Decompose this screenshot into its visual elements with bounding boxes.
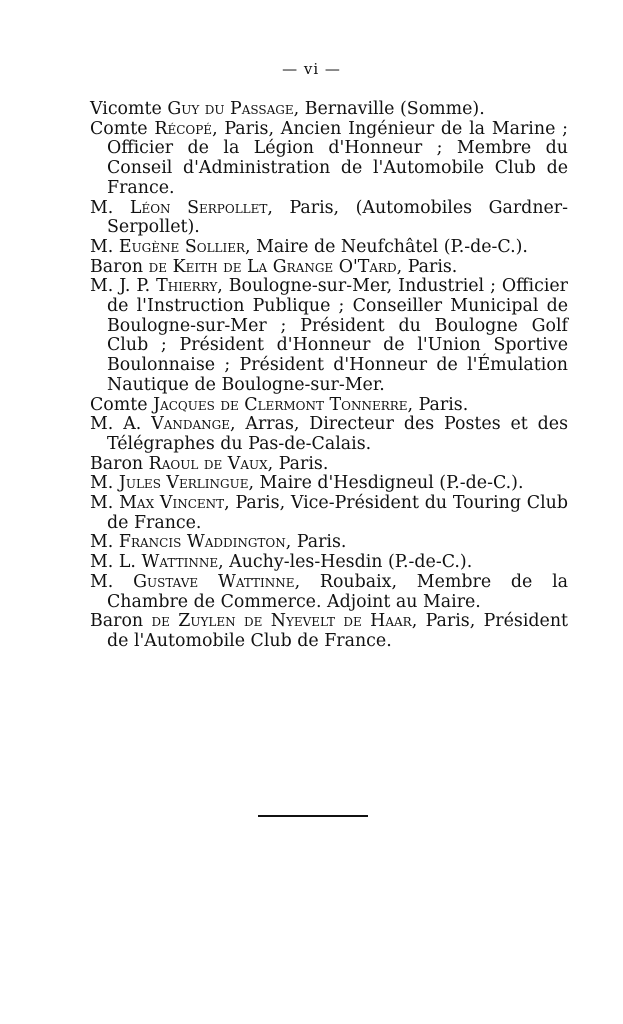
entry-name: Raoul de Vaux — [148, 453, 268, 474]
list-item — [90, 199, 568, 238]
entry-details: , Bernaville (Somme). — [293, 99, 485, 119]
entry-details: , Paris. — [407, 394, 469, 415]
list-item — [90, 258, 568, 278]
entry-details: , Paris. — [396, 256, 458, 277]
entry-details: , Arras, Directeur des Postes et des Télégraphes du Pas-de-Calais. — [107, 414, 569, 454]
list-item — [90, 474, 568, 494]
entry-title: Comte — [90, 394, 148, 415]
list-item — [90, 396, 568, 416]
entry-name: Vandange — [151, 414, 231, 435]
list-item — [90, 100, 568, 120]
entry-title: M. — [90, 473, 114, 494]
entry-title: Vicomte — [90, 99, 162, 119]
entry-details: , Paris, Président de l'Automobile Club de France. — [107, 611, 569, 651]
entry-title: M. — [90, 236, 114, 257]
entry-details: , Paris. — [285, 532, 347, 553]
entry-name: Eugène Sollier — [118, 236, 246, 257]
list-item — [90, 455, 568, 475]
entry-name: Francis Waddington — [118, 532, 286, 553]
list-item — [90, 612, 568, 651]
entry-details: , Roubaix, Membre de la Chambre de Commerce. Adjoint au Maire. — [107, 571, 568, 612]
entry-name: de Keith de La Grange O'Tard — [148, 256, 397, 277]
entry-details: , Auchy-les-Hesdin (P.-de-C.). — [218, 552, 473, 573]
entry-name: Jules Verlingue — [118, 473, 249, 494]
member-list — [90, 100, 568, 652]
list-item — [90, 573, 568, 612]
entry-title: Baron — [90, 611, 144, 632]
entry-title: Baron — [90, 453, 144, 474]
entry-title: Comte — [90, 118, 148, 139]
entry-name: Wattinne — [141, 552, 219, 573]
entry-name: de Zuylen de Nyevelt de Haar — [151, 611, 412, 632]
entry-name: Thierry — [156, 276, 218, 297]
list-item — [90, 120, 568, 199]
entry-title: Baron — [90, 256, 144, 277]
list-item — [90, 533, 568, 553]
list-item — [90, 238, 568, 258]
entry-name: Léon Serpollet — [129, 197, 268, 218]
entry-title: M. A. — [90, 414, 142, 435]
list-item — [90, 494, 568, 533]
entry-name: Max Vincent — [119, 493, 225, 514]
entry-details: , Maire d'Hesdigneul (P.-de-C.). — [248, 473, 524, 494]
entry-details: , Boulogne-sur-Mer, Industriel ; Officier de l'Instruction Publique ; Conseiller Municipal de Boulogne-sur-Mer ; Président du Boulogne Golf Club ; Président d'Honneur de l'Union Sportive Boulonnaise ; Président d'Honneur de l'Émulation Nautique de Boulogne-sur-Mer. — [107, 276, 568, 395]
entry-title: M. J. P. — [90, 276, 151, 297]
entry-details: , Paris, Ancien Ingénieur de la Marine ; Officier de la Légion d'Honneur ; Membre du Conseil d'Administration de l'Automobile Club de France. — [107, 118, 568, 198]
entry-name: Guy du Passage — [167, 99, 294, 119]
page-number: — vi — — [282, 60, 341, 78]
entry-details: , Paris, Vice-Président du Touring Club de France. — [107, 493, 568, 533]
list-item — [90, 277, 568, 395]
section-divider — [258, 815, 368, 817]
entry-title: M. — [90, 197, 114, 218]
list-item — [90, 415, 568, 454]
entry-name: Gustave Wattinne — [133, 571, 295, 592]
entry-name: Jacques de Clermont Tonnerre — [153, 394, 408, 415]
entry-title: M. L. — [90, 552, 136, 573]
entry-title: M. — [90, 493, 114, 514]
entry-details: , Maire de Neufchâtel (P.-de-C.). — [245, 236, 528, 257]
entry-title: M. — [90, 532, 114, 553]
entry-title: M. — [90, 571, 114, 592]
entry-details: , Paris. — [267, 453, 329, 474]
list-item — [90, 553, 568, 573]
entry-details: , Paris, (Automobiles Gardner-Serpollet). — [107, 197, 568, 238]
entry-name: Récopé — [154, 118, 213, 139]
